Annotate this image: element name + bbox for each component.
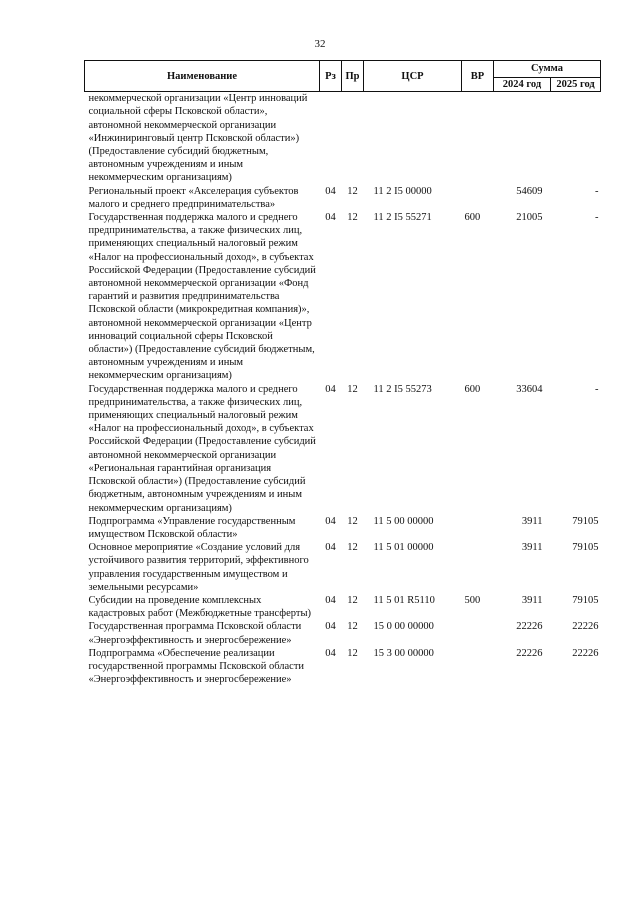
header-csr: ЦСР <box>364 61 462 92</box>
row-csr: 15 0 00 00000 <box>373 621 434 633</box>
table-row <box>85 383 601 515</box>
page-number: 32 <box>314 38 326 50</box>
row-name: Подпрограмма «Управление государственным имуществом Псковской области» <box>88 515 296 540</box>
row-sum-2024: 3911 <box>521 594 543 606</box>
header-sum: Сумма <box>494 61 601 78</box>
table-row <box>85 647 601 687</box>
row-sum-2025: - <box>595 212 599 224</box>
header-year-2024: 2024 год <box>494 78 551 92</box>
table-row <box>85 541 601 594</box>
row-rz: 04 <box>325 594 336 606</box>
table-row <box>85 594 601 620</box>
header-year-2025: 2025 год <box>551 78 601 92</box>
row-name: Подпрограмма «Обеспечение реализации государственной программы Псковской области «Энергоэффективность и энергосбережение» <box>88 647 305 686</box>
row-name: Государственная поддержка малого и среднего предпринимательства, а также физических лиц, применяющих специальный налоговый режим «Налог на профессиональный доход», в субъектах Российской Федерации (Предоставление субсидий автономной некоммерческой организации «Региональная гарантийная организация Псковской области») (Предоставление субсидий бюджетным, автономным учреждениям и иным некоммерческим организациям) <box>88 383 316 514</box>
header-vr: ВР <box>462 61 494 92</box>
row-sum-2025: - <box>595 185 599 197</box>
row-rz: 04 <box>325 647 336 659</box>
row-sum-2025 <box>551 92 601 185</box>
table-row <box>85 515 601 541</box>
row-csr: 11 5 01 00000 <box>373 542 434 554</box>
row-sum-2024: 3911 <box>521 515 543 527</box>
row-sum-2024: 3911 <box>521 542 543 554</box>
row-sum-2025: 79105 <box>572 515 599 527</box>
row-csr: 11 5 01 R5110 <box>373 594 435 606</box>
row-rz: 04 <box>325 383 336 395</box>
row-vr <box>462 92 494 185</box>
row-sum-2025: - <box>595 383 599 395</box>
row-sum-2024 <box>494 92 551 185</box>
row-pr: 12 <box>347 515 358 527</box>
row-pr <box>342 92 364 185</box>
row-vr: 600 <box>464 383 481 395</box>
row-sum-2024: 22226 <box>516 621 543 633</box>
row-rz: 04 <box>325 212 336 224</box>
row-sum-2024: 33604 <box>516 383 543 395</box>
row-rz <box>320 92 342 185</box>
row-csr: 15 3 00 00000 <box>373 647 434 659</box>
row-vr <box>462 647 494 687</box>
row-vr: 500 <box>464 594 481 606</box>
row-csr <box>364 92 462 185</box>
row-sum-2024: 54609 <box>516 185 543 197</box>
row-sum-2025: 22226 <box>572 621 599 633</box>
table-body <box>85 92 601 687</box>
row-rz: 04 <box>325 621 336 633</box>
row-pr: 12 <box>347 647 358 659</box>
row-rz: 04 <box>325 515 336 527</box>
row-name: Субсидии на проведение комплексных кадастровых работ (Межбюджетные трансферты) <box>88 594 311 620</box>
row-pr: 12 <box>347 212 358 224</box>
row-name: некоммерческой организации «Центр инноваций социальной сферы Псковской области», автономной некоммерческой организации «Инжиниринговый центр Псковской области») (Предоставление субсидий бюджетным, автономным учреждениям и иным некоммерческим организациям) <box>88 93 308 184</box>
table-row <box>85 620 601 646</box>
row-csr: 11 2 I5 00000 <box>373 185 432 197</box>
row-vr <box>462 185 494 211</box>
row-sum-2024: 21005 <box>516 212 543 224</box>
row-pr: 12 <box>347 621 358 633</box>
row-name: Государственная программа Псковской области «Энергоэффективность и энергосбережение» <box>88 621 302 646</box>
table-row <box>85 211 601 383</box>
budget-table <box>84 60 601 686</box>
row-sum-2025: 22226 <box>572 647 599 659</box>
row-csr: 11 2 I5 55273 <box>373 383 432 395</box>
row-rz: 04 <box>325 542 336 554</box>
row-rz: 04 <box>325 185 336 197</box>
row-sum-2025: 79105 <box>572 542 599 554</box>
row-vr: 600 <box>464 212 481 224</box>
table-header <box>85 61 601 92</box>
header-rz: Рз <box>320 61 342 92</box>
row-pr: 12 <box>347 594 358 606</box>
row-csr: 11 2 I5 55271 <box>373 212 432 224</box>
row-vr <box>462 620 494 646</box>
header-pr: Пр <box>342 61 364 92</box>
header-name: Наименование <box>85 61 320 92</box>
row-vr <box>462 515 494 541</box>
row-name: Региональный проект «Акселерация субъектов малого и среднего предпринимательства» <box>88 185 299 210</box>
table-row <box>85 92 601 185</box>
row-name: Государственная поддержка малого и среднего предпринимательства, а также физических лиц, применяющих специальный налоговый режим «Налог на профессиональный доход», в субъектах Российской Федерации (Предоставление субсидий автономной некоммерческой организации «Фонд гарантий и развития предпринимательства Псковской области (микрокредитная компания)», автономной некоммерческой организации «Центр инноваций социальной сферы Псковской области») (Предоставление субсидий бюджетным, автономным учреждениям и иным некоммерческим организациям) <box>88 212 316 382</box>
row-sum-2025: 79105 <box>572 594 599 606</box>
row-pr: 12 <box>347 383 358 395</box>
table-row <box>85 185 601 211</box>
row-vr <box>462 541 494 594</box>
row-sum-2024: 22226 <box>516 647 543 659</box>
row-csr: 11 5 00 00000 <box>373 515 434 527</box>
row-name: Основное мероприятие «Создание условий для устойчивого развития территорий, эффективного управления государственным имуществом и земельными ресурсами» <box>88 542 309 593</box>
row-pr: 12 <box>347 542 358 554</box>
row-pr: 12 <box>347 185 358 197</box>
